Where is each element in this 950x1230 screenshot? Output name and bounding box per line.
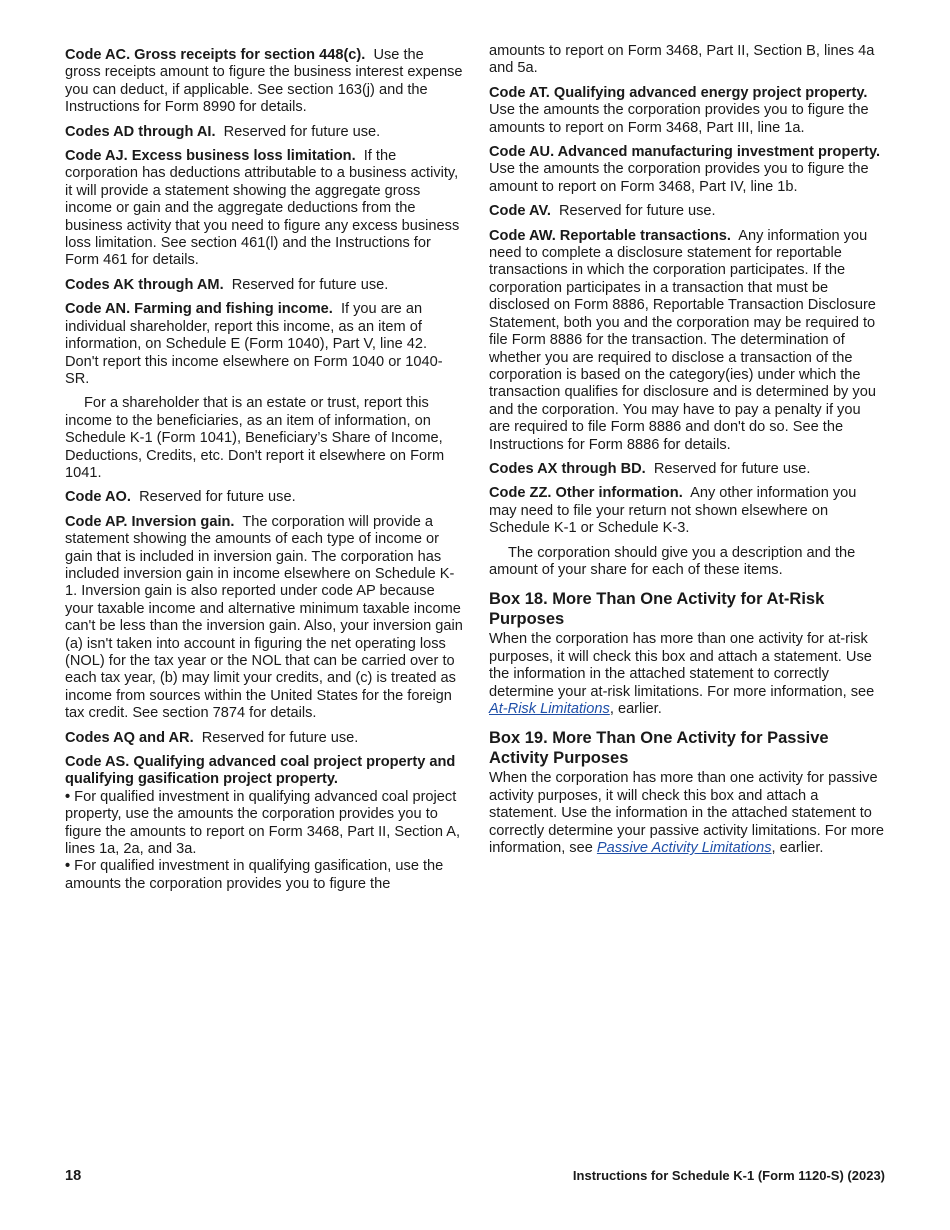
code-ao: Code AO. Reserved for future use. (65, 489, 296, 506)
code-zz-note: The corporation should give you a description and the amount of your share for each of these items. (489, 544, 856, 578)
box19-text: When the corporation has more than one activity for passive activity purposes, it will check this box and attach a statement. Use the information in the attached statement to correctly determine your passive activity limitations. For more information, see Passive Activity Limitations, earlier. (489, 770, 884, 857)
code-at: Code AT. Qualifying advanced energy project property. Use the amounts the corporation provides you to figure the amounts to report on Form 3468, Part III, line 1a. (489, 84, 869, 136)
at-risk-limitations-link[interactable]: At-Risk Limitations (489, 701, 610, 717)
left-column (65, 47, 463, 893)
codes-aq-ar: Codes AQ and AR. Reserved for future use. (65, 729, 359, 746)
page-number: 18 (65, 1168, 82, 1184)
code-ap: Code AP. Inversion gain. The corporation will provide a statement showing the amounts of each type of income or gain that is included in inversion gain. The corporation has included inversion gain in income elsewhere on Schedule K-1. Inversion gain is also reported under code AP because your taxable income and alternative minimum taxable income can't be less than the inversion gain. Also, your inversion gain (a) isn't taken into account in figuring the net operating loss (NOL) for the tax year or the NOL that can be carried over to each tax year, (b) may limit your credits, and (c) is treated as income from sources within the United States for the foreign tax credit. See section 7874 for details. (65, 513, 463, 722)
code-aw: Code AW. Reportable transactions. Any information you need to complete a disclosure statement for reportable transactions in which the corporation participates. If the corporation participates in a transaction that must be disclosed on Form 8886, Reportable Transaction Disclosure Statement, both you and the corporation may be required to file Form 8886 for the transaction. The determination of whether you are required to disclose a transaction of the corporation is based on the category(ies) under which the transaction qualifies for disclosure and is determined by you and the corporation. You may have to pay a penalty if you are required to file Form 8886 and don't do so. See the Instructions for Form 8886 for details. (489, 227, 876, 453)
codes-ak-am: Codes AK through AM. Reserved for future use. (65, 276, 389, 293)
code-as-bullet-2: • For qualified investment in qualifying gasification, use the amounts the corporation provides you to figure the (65, 858, 444, 892)
box18-text: When the corporation has more than one activity for at-risk purposes, it will check this box and attach a statement. Use the information in the attached statement to correctly determine your at-risk limitations. For more information, see At-Risk Limitations, earlier. (489, 631, 875, 717)
code-an-estate: For a shareholder that is an estate or trust, report this income to the beneficiaries, as an item of information, on Schedule K-1 (Form 1041), Beneficiary’s Share of Income, Deductions, Credits, etc. Don't report it elsewhere on Form 1041. (65, 395, 445, 481)
code-as: Code AS. Qualifying advanced coal project property and qualifying gasification project property. (65, 754, 456, 788)
right-column (489, 43, 885, 864)
box18-heading: Box 18. More Than One Activity for At-Risk Purposes (489, 590, 825, 629)
codes-ax-bd: Codes AX through BD. Reserved for future use. (489, 460, 811, 477)
bullet-icon: • (65, 858, 71, 875)
code-as-bullet-1: • For qualified investment in qualifying advanced coal project property, use the amounts the corporation provides you to figure the amounts to report on Form 3468, Part II, Section A, lines 1a, 2a, and 3a. (65, 788, 461, 858)
bullet-icon: • (65, 788, 71, 805)
passive-activity-limitations-link[interactable]: Passive Activity Limitations (596, 840, 772, 857)
footer-title: Instructions for Schedule K-1 (Form 1120-S) (2023) (572, 1168, 885, 1183)
codes-ad-ai: Codes AD through AI. Reserved for future use. (65, 123, 381, 140)
code-as-continued: amounts to report on Form 3468, Part II, Section B, lines 4a and 5a. (489, 43, 875, 77)
code-au: Code AU. Advanced manufacturing investment property. Use the amounts the corporation provides you to figure the amount to report on Form 3468, Part IV, line 1b. (489, 144, 881, 195)
code-an: Code AN. Farming and fishing income. If you are an individual shareholder, report this income, as an item of information, on Schedule E (Form 1040), Part V, line 42. Don't report this income elsewhere on Form 1040 or 1040-SR. (65, 301, 443, 387)
code-zz: Code ZZ. Other information. Any other information you may need to file your return not shown elsewhere on Schedule K-1 or Schedule K-3. (489, 485, 857, 537)
code-ac: Code AC. Gross receipts for section 448(c). Use the gross receipts amount to figure the business interest expense you can deduct, if applicable. See section 163(j) and the Instructions for Form 8990 for details. (65, 47, 463, 116)
code-aj: Code AJ. Excess business loss limitation. If the corporation has deductions attributable to a business activity, it will provide a statement showing the aggregate gross income or gain and the aggregate deductions from the business activity that you need to figure any excess business loss limitation. See section 461(l) and the Instructions for Form 461 for details. (65, 148, 460, 269)
box19-heading: Box 19. More Than One Activity for Passive Activity Purposes (489, 729, 829, 768)
code-av: Code AV. Reserved for future use. (489, 203, 716, 220)
